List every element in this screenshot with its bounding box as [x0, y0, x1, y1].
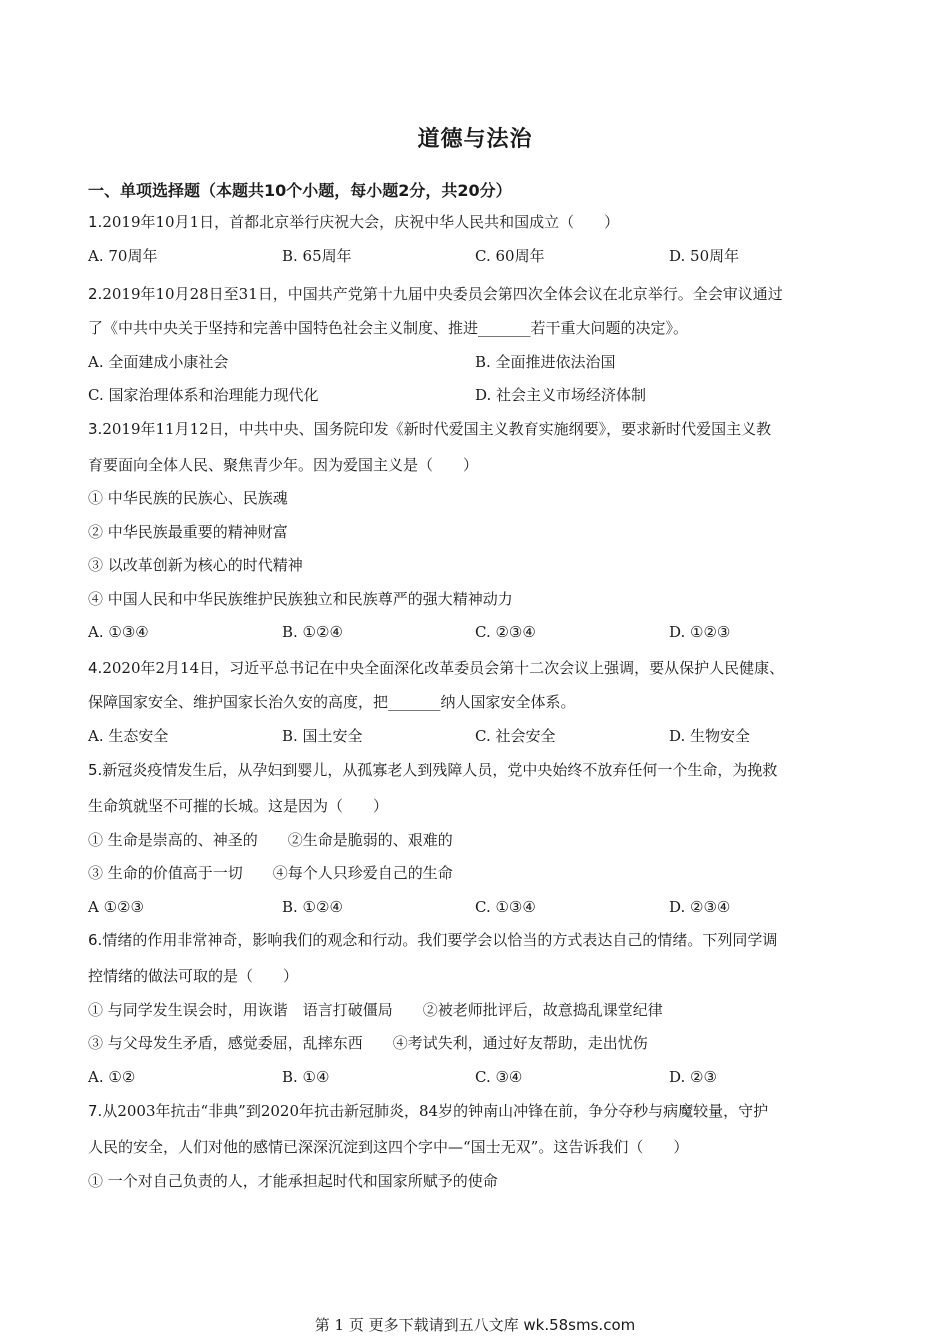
question-1	[88, 212, 619, 232]
q2-option-d: D. 社会主义市场经济体制	[475, 386, 647, 404]
q1-option-a: A. 70周年	[88, 247, 158, 265]
question-text: 2019年10月28日至31日，中国共产党第十九届中央委员会第四次全体会议在北京举行。全会审议通过	[102, 285, 783, 303]
question-text: 2019年10月1日，首都北京举行庆祝大会，庆祝中华人民共和国成立（ ）	[102, 213, 620, 231]
question-6-line-2: 控情绪的做法可取的是（ ）	[88, 967, 299, 985]
footer-site-link[interactable]: wk.58sms.com	[523, 1316, 636, 1334]
question-text: 2019年11月12日，中共中央、国务院印发《新时代爱国主义教育实施纲要》，要求新时代爱国主义教	[102, 420, 772, 438]
q3-item-1: ① 中华民族的民族心、民族魂	[88, 489, 288, 507]
question-3-line-2: 育要面向全体人民、聚焦青少年。因为爱国主义是（ ）	[88, 456, 479, 474]
q6-option-b: B. ①④	[282, 1068, 330, 1086]
question-number: 5.	[88, 761, 103, 779]
q7-item-1: ① 一个对自己负责的人，才能承担起时代和国家所赋予的使命	[88, 1172, 498, 1190]
q5-option-a: A ①②③	[88, 898, 144, 916]
q6-option-d: D. ②③	[669, 1068, 717, 1086]
question-text: 情绪的作用非常神奇，影响我们的观念和行动。我们要学会以恰当的方式表达自己的情绪。下列同学调	[102, 931, 778, 949]
section-heading: 一、单项选择题（本题共10个小题，每小题2分，共20分）	[88, 181, 512, 200]
q6-option-c: C. ③④	[475, 1068, 523, 1086]
question-number: 3.	[88, 420, 103, 438]
q3-option-d: D. ①②③	[669, 623, 731, 641]
q2-option-b: B. 全面推进依法治国	[475, 353, 616, 371]
question-text: 2020年2月14日，习近平总书记在中央全面深化改革委员会第十二次会议上强调，要从保护人民健康、	[102, 659, 785, 677]
q3-option-b: B. ①②④	[282, 623, 343, 641]
question-7	[88, 1101, 768, 1121]
q5-option-d: D. ②③④	[669, 898, 731, 916]
q4-option-a: A. 生态安全	[88, 727, 169, 745]
q1-option-d: D. 50周年	[669, 247, 740, 265]
question-text: 从2003年抗击“非典”到2020年抗击新冠肺炎，84岁的钟南山冲锋在前，争分夺秒与病魔较量，守护	[102, 1102, 769, 1120]
q6-item-2: ③ 与父母发生矛盾，感觉委屈，乱摔东西 ④考试失利，通过好友帮助，走出忧伤	[88, 1034, 648, 1052]
question-5-line-2: 生命筑就坚不可摧的长城。这是因为（ ）	[88, 797, 389, 815]
question-number: 7.	[88, 1102, 103, 1120]
q3-item-3: ③ 以改革创新为核心的时代精神	[88, 556, 303, 574]
page-title: 道德与法治	[417, 127, 533, 152]
question-number: 2.	[88, 285, 103, 303]
question-number: 4.	[88, 659, 103, 677]
question-7-line-2: 人民的安全，人们对他的感情已深深沉淀到这四个字中—“国士无双”。这告诉我们（ ）	[88, 1138, 689, 1156]
q5-item-2: ③ 生命的价值高于一切 ④每个人只珍爱自己的生命	[88, 864, 453, 882]
q3-item-2: ② 中华民族最重要的精神财富	[88, 523, 288, 541]
q1-option-b: B. 65周年	[282, 247, 352, 265]
question-6	[88, 930, 777, 950]
q2-option-a: A. 全面建成小康社会	[88, 353, 229, 371]
q2-option-c: C. 国家治理体系和治理能力现代化	[88, 386, 319, 404]
q3-option-a: A. ①③④	[88, 623, 149, 641]
question-number: 1.	[88, 213, 103, 231]
question-number: 6.	[88, 931, 103, 949]
q5-item-1: ① 生命是崇高的、神圣的 ②生命是脆弱的、艰难的	[88, 831, 453, 849]
q3-item-4: ④ 中国人民和中华民族维护民族独立和民族尊严的强大精神动力	[88, 590, 513, 608]
q6-item-1: ① 与同学发生误会时，用诙谐 语言打破僵局 ②被老师批评后，故意捣乱课堂纪律	[88, 1001, 663, 1019]
q4-option-c: C. 社会安全	[475, 727, 556, 745]
q1-option-c: C. 60周年	[475, 247, 545, 265]
question-text: 新冠炎疫情发生后，从孕妇到婴儿，从孤寡老人到残障人员，党中央始终不放弃任何一个生命，为挽救	[102, 761, 778, 779]
question-4	[88, 658, 784, 678]
q5-option-c: C. ①③④	[475, 898, 536, 916]
q6-option-a: A. ①②	[88, 1068, 136, 1086]
question-4-line-2: 保障国家安全、维护国家长治久安的高度，把_______纳人国家安全体系。	[88, 693, 576, 711]
question-2-line-2: 了《中共中央关于坚持和完善中国特色社会主义制度、推进_______若干重大问题的决定》。	[88, 319, 689, 337]
page-footer	[0, 1314, 950, 1335]
footer-page-text: 第 1 页 更多下载请到五八文库	[314, 1316, 524, 1334]
q5-option-b: B. ①②④	[282, 898, 343, 916]
q4-option-b: B. 国土安全	[282, 727, 363, 745]
q4-option-d: D. 生物安全	[669, 727, 751, 745]
q3-option-c: C. ②③④	[475, 623, 536, 641]
question-2	[88, 284, 783, 304]
question-5	[88, 760, 777, 780]
question-3	[88, 419, 771, 439]
